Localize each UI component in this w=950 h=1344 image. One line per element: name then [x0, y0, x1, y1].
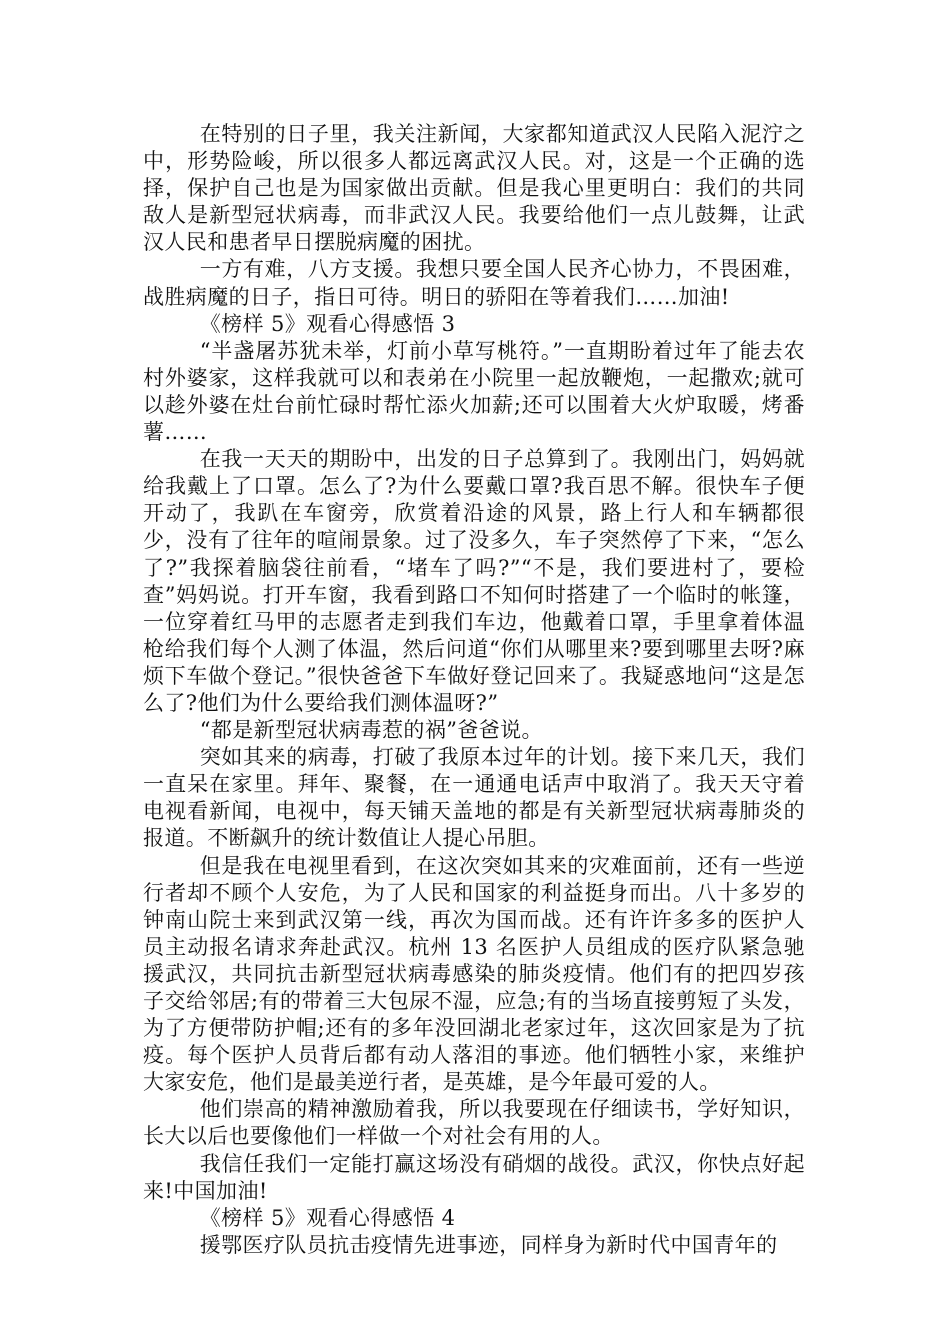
paragraph: 援鄂医疗队员抗击疫情先进事迹，同样身为新时代中国青年的	[199, 1232, 778, 1257]
paragraph: “都是新型冠状病毒惹的祸”爸爸说。	[199, 718, 543, 743]
document-body	[143, 121, 805, 1259]
paragraph: 他们崇高的精神激励着我，所以我要现在仔细读书，学好知识，长大以后也要像他们一样做一个对社会有用的人。	[143, 1097, 805, 1149]
paragraph: 突如其来的病毒，打破了我原本过年的计划。接下来几天，我们一直呆在家里。拜年、聚餐，在一通通电话声中取消了。我天天守着电视看新闻，电视中，每天铺天盖地的都是有关新型冠状病毒肺炎的报道。不断飙升的统计数值让人提心吊胆。	[143, 745, 805, 851]
paragraph: “半盏屠苏犹未举，灯前小草写桃符。”一直期盼着过年了能去农村外婆家，这样我就可以和表弟在小院里一起放鞭炮，一起撒欢;就可以趁外婆在灶台前忙碌时帮忙添火加薪;还可以围着大火炉取暖，烤番薯……	[143, 338, 805, 445]
paragraph: 一方有难，八方支援。我想只要全国人民齐心协力，不畏困难，战胜病魔的日子，指日可待。明日的骄阳在等着我们……加油!	[143, 257, 805, 309]
paragraph: 但是我在电视里看到，在这次突如其来的灾难面前，还有一些逆行者却不顾个人安危，为了人民和国家的利益挺身而出。八十多岁的钟南山院士来到武汉第一线，再次为国而战。还有许许多多的医护人员主动报名请求奔赴武汉。杭州 13 名医护人员组成的医疗队紧急驰援武汉，共同抗击新型冠状病毒感染的肺炎疫情。他们有的把四岁孩子交给邻居;有的带着三大包尿不湿，应急;有的当场直接剪短了头发，为了方便带防护帽;还有的多年没回湖北老家过年，这次回家是为了抗疫。每个医护人员背后都有动人落泪的事迹。他们牺牲小家，来维护大家安危，他们是最美逆行者，是英雄，是今年最可爱的人。	[143, 853, 805, 1095]
paragraph: 在我一天天的期盼中，出发的日子总算到了。我刚出门，妈妈就给我戴上了口罩。怎么了?为什么要戴口罩?我百思不解。很快车子便开动了，我趴在车窗旁，欣赏着沿途的风景，路上行人和车辆都很少，没有了往年的喧闹景象。过了没多久，车子突然停了下来，“怎么了?”我探着脑袋往前看，“堵车了吗?”“不是，我们要进村了，要检查”妈妈说。打开车窗，我看到路口不知何时搭建了一个临时的帐篷，一位穿着红马甲的志愿者走到我们车边，他戴着口罩，手里拿着体温枪给我们每个人测了体温，然后问道“你们从哪里来?要到哪里去呀?麻烦下车做个登记。”很快爸爸下车做好登记回来了。我疑惑地问“这是怎么了?他们为什么要给我们测体温呀?”	[143, 447, 805, 715]
paragraph: 在特别的日子里，我关注新闻，大家都知道武汉人民陷入泥泞之中，形势险峻，所以很多人都远离武汉人民。对，这是一个正确的选择，保护自己也是为国家做出贡献。但是我心里更明白：我们的共同敌人是新型冠状病毒，而非武汉人民。我要给他们一点儿鼓舞，让武汉人民和患者早日摆脱病魔的困扰。	[143, 122, 805, 255]
section-heading: 《榜样 5》观看心得感悟 3	[199, 311, 456, 336]
section-heading: 《榜样 5》观看心得感悟 4	[199, 1205, 456, 1230]
paragraph: 我信任我们一定能打赢这场没有硝烟的战役。武汉，你快点好起来!中国加油!	[143, 1151, 805, 1203]
